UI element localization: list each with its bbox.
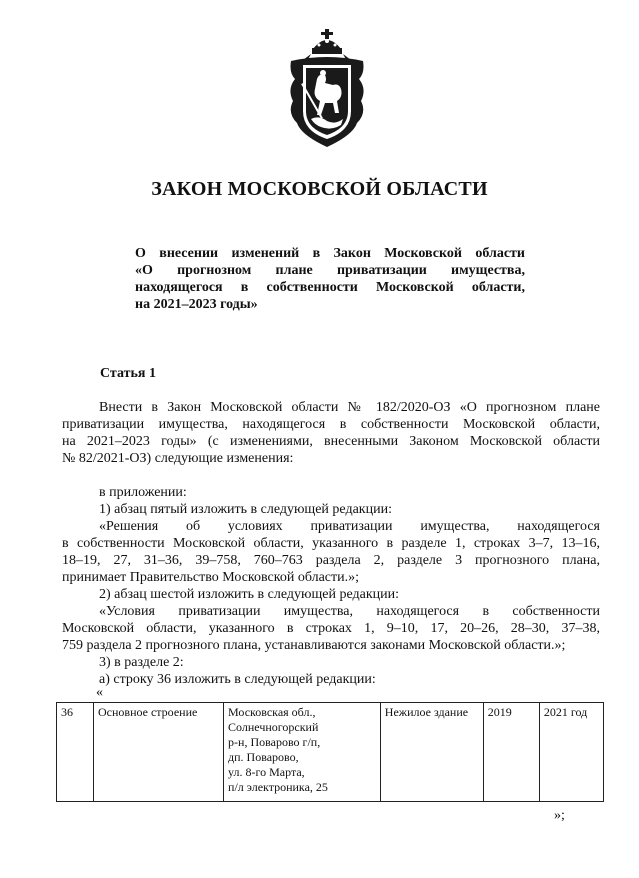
table-row bbox=[57, 703, 604, 802]
quote-close-mark: »; bbox=[554, 808, 565, 823]
paragraph-line: а) строку 36 изложить в следующей редакции: bbox=[99, 672, 376, 687]
paragraph-line: приватизации имущества, находящегося в собственности Московской области, bbox=[62, 417, 600, 432]
paragraph-line: «Условия приватизации имущества, находящегося в собственности bbox=[99, 604, 600, 619]
article-heading: Статья 1 bbox=[100, 366, 156, 381]
address-line: р-н, Поварово г/п, bbox=[228, 735, 321, 749]
document-subtitle bbox=[135, 245, 525, 313]
intro-paragraph bbox=[62, 399, 600, 467]
paragraph-line: Московской области, указанного в строках 1, 9–10, 17, 20–26, 28–30, 37–38, bbox=[62, 621, 600, 636]
purpose-cell: Нежилое здание bbox=[380, 703, 483, 802]
quote-open-mark: « bbox=[96, 685, 103, 700]
amendment-list bbox=[62, 484, 600, 688]
address-line: ул. 8-го Марта, bbox=[228, 765, 305, 779]
subtitle-line: находящегося в собственности Московской области, bbox=[135, 280, 525, 295]
address-line: Московская обл., bbox=[228, 705, 316, 719]
document-title: ЗАКОН МОСКОВСКОЙ ОБЛАСТИ bbox=[151, 178, 488, 200]
paragraph-line: «Решения об условиях приватизации имущества, находящегося bbox=[99, 519, 600, 534]
paragraph-line: 1) абзац пятый изложить в следующей редакции: bbox=[99, 502, 392, 517]
year-built-cell: 2019 bbox=[483, 703, 539, 802]
paragraph-line: 3) в разделе 2: bbox=[99, 655, 184, 670]
subtitle-line: «О прогнозном плане приватизации имущества, bbox=[135, 263, 525, 278]
address-line: п/л электроника, 25 bbox=[228, 780, 328, 794]
address-line: Солнечногорский bbox=[228, 720, 319, 734]
paragraph-line: Внести в Закон Московской области № 182/2020-ОЗ «О прогнозном плане bbox=[99, 400, 600, 415]
paragraph-line: принимает Правительство Московской области.»; bbox=[62, 570, 360, 585]
privatization-table bbox=[56, 702, 604, 802]
paragraph-line: 18–19, 27, 31–36, 39–758, 760–763 раздела 2, разделе 3 прогнозного плана, bbox=[62, 553, 600, 568]
address-line: дп. Поварово, bbox=[228, 750, 299, 764]
paragraph-line: на 2021–2023 годы» (с изменениями, внесенными Законом Московской области bbox=[62, 434, 600, 449]
coat-of-arms-icon bbox=[283, 27, 371, 149]
address-cell bbox=[224, 703, 381, 802]
privatization-year-cell: 2021 год bbox=[539, 703, 603, 802]
paragraph-line: 2) абзац шестой изложить в следующей редакции: bbox=[99, 587, 399, 602]
paragraph-line: № 82/2021-ОЗ) следующие изменения: bbox=[62, 451, 294, 466]
subtitle-line: О внесении изменений в Закон Московской области bbox=[135, 246, 525, 261]
object-name-cell: Основное строение bbox=[93, 703, 223, 802]
subtitle-line: на 2021–2023 годы» bbox=[135, 297, 258, 312]
paragraph-line: 759 раздела 2 прогнозного плана, устанавливаются законами Московской области.»; bbox=[62, 638, 566, 653]
paragraph-line: в приложении: bbox=[99, 485, 187, 500]
paragraph-line: в собственности Московской области, указанного в разделе 1, строках 3–7, 13–16, bbox=[62, 536, 600, 551]
row-number-cell: 36 bbox=[57, 703, 94, 802]
